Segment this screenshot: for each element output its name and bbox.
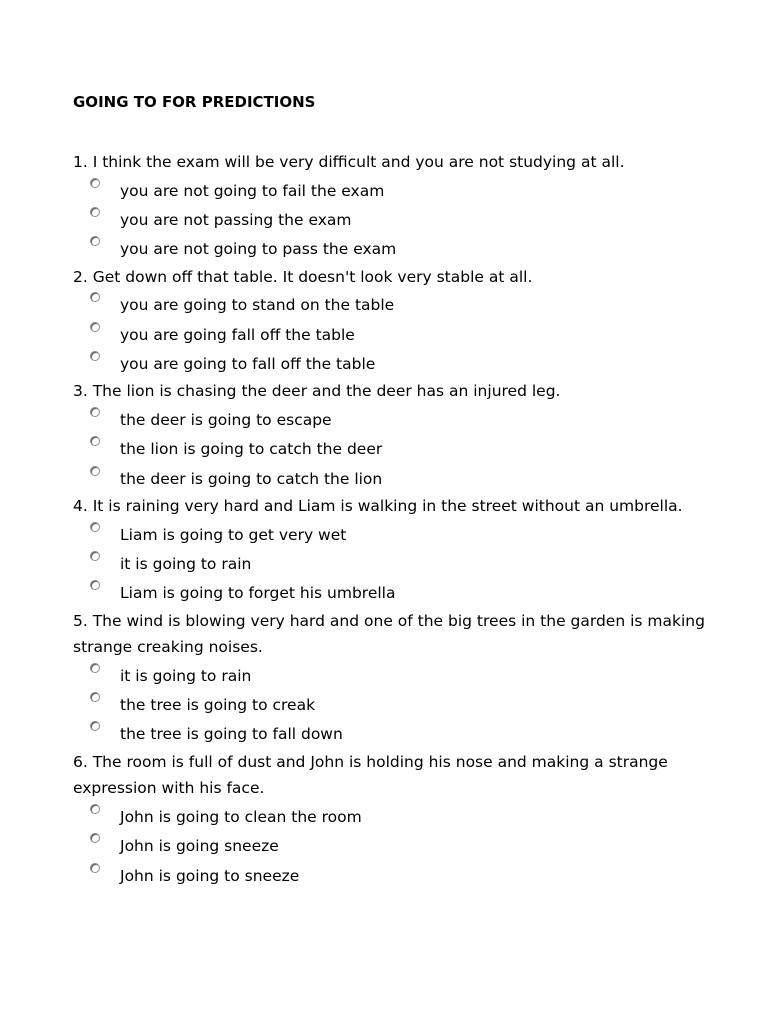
answer-option[interactable] bbox=[73, 290, 713, 319]
document-title: GOING TO FOR PREDICTIONS bbox=[73, 93, 316, 111]
answer-option[interactable] bbox=[73, 861, 713, 890]
answer-option[interactable] bbox=[73, 405, 713, 434]
answer-option[interactable] bbox=[73, 520, 713, 549]
answer-option[interactable] bbox=[73, 176, 713, 205]
answer-option[interactable] bbox=[73, 802, 713, 831]
option-label: John is going sneeze bbox=[120, 837, 279, 856]
option-label: the tree is going to creak bbox=[120, 696, 316, 715]
option-label: you are not passing the exam bbox=[120, 210, 352, 229]
question-text: 6. The room is full of dust and John is holding his nose and making a strange expression with his face. bbox=[73, 752, 668, 798]
option-label: the deer is going to catch the lion bbox=[120, 469, 383, 488]
radio-button-icon[interactable] bbox=[90, 407, 100, 417]
option-label: you are going to fall off the table bbox=[120, 354, 376, 373]
radio-button-icon[interactable] bbox=[90, 236, 100, 246]
question-text: 2. Get down off that table. It doesn't look very stable at all. bbox=[73, 267, 533, 286]
radio-button-icon[interactable] bbox=[90, 522, 100, 532]
radio-button-icon[interactable] bbox=[90, 466, 100, 476]
radio-button-icon[interactable] bbox=[90, 804, 100, 814]
option-list bbox=[73, 661, 713, 749]
answer-option[interactable] bbox=[73, 234, 713, 263]
answer-option[interactable] bbox=[73, 549, 713, 578]
answer-option[interactable] bbox=[73, 719, 713, 748]
radio-button-icon[interactable] bbox=[90, 580, 100, 590]
answer-option[interactable] bbox=[73, 349, 713, 378]
option-list bbox=[73, 405, 713, 493]
quiz bbox=[73, 149, 713, 890]
answer-option[interactable] bbox=[73, 831, 713, 860]
radio-button-icon[interactable] bbox=[90, 692, 100, 702]
option-label: John is going to clean the room bbox=[120, 807, 362, 826]
option-label: the lion is going to catch the deer bbox=[120, 440, 383, 459]
option-label: the tree is going to fall down bbox=[120, 725, 343, 744]
answer-option[interactable] bbox=[73, 434, 713, 463]
option-label: Liam is going to forget his umbrella bbox=[120, 584, 396, 603]
answer-option[interactable] bbox=[73, 690, 713, 719]
option-list bbox=[73, 176, 713, 264]
option-label: you are going fall off the table bbox=[120, 325, 355, 344]
radio-button-icon[interactable] bbox=[90, 292, 100, 302]
radio-button-icon[interactable] bbox=[90, 351, 100, 361]
answer-option[interactable] bbox=[73, 320, 713, 349]
option-label: it is going to rain bbox=[120, 554, 252, 573]
radio-button-icon[interactable] bbox=[90, 551, 100, 561]
question-4 bbox=[73, 493, 713, 608]
radio-button-icon[interactable] bbox=[90, 178, 100, 188]
option-list bbox=[73, 802, 713, 890]
question-3 bbox=[73, 378, 713, 493]
option-label: John is going to sneeze bbox=[120, 866, 300, 885]
answer-option[interactable] bbox=[73, 464, 713, 493]
option-label: you are not going to pass the exam bbox=[120, 240, 397, 259]
radio-button-icon[interactable] bbox=[90, 663, 100, 673]
question-2 bbox=[73, 264, 713, 379]
question-text: 5. The wind is blowing very hard and one of the big trees in the garden is making strange creaking noises. bbox=[73, 611, 705, 657]
radio-button-icon[interactable] bbox=[90, 322, 100, 332]
answer-option[interactable] bbox=[73, 661, 713, 690]
question-1 bbox=[73, 149, 713, 264]
answer-option[interactable] bbox=[73, 578, 713, 607]
radio-button-icon[interactable] bbox=[90, 436, 100, 446]
option-label: the deer is going to escape bbox=[120, 410, 332, 429]
option-list bbox=[73, 520, 713, 608]
radio-button-icon[interactable] bbox=[90, 207, 100, 217]
question-5 bbox=[73, 608, 713, 749]
radio-button-icon[interactable] bbox=[90, 863, 100, 873]
radio-button-icon[interactable] bbox=[90, 833, 100, 843]
option-label: it is going to rain bbox=[120, 666, 252, 685]
option-label: you are not going to fail the exam bbox=[120, 181, 385, 200]
answer-option[interactable] bbox=[73, 205, 713, 234]
question-text: 1. I think the exam will be very difficult and you are not studying at all. bbox=[73, 153, 625, 171]
option-list bbox=[73, 290, 713, 378]
question-text: 4. It is raining very hard and Liam is walking in the street without an umbrella. bbox=[73, 497, 683, 516]
question-text: 3. The lion is chasing the deer and the deer has an injured leg. bbox=[73, 382, 561, 401]
option-label: you are going to stand on the table bbox=[120, 296, 395, 315]
question-6 bbox=[73, 749, 713, 890]
radio-button-icon[interactable] bbox=[90, 721, 100, 731]
option-label: Liam is going to get very wet bbox=[120, 525, 347, 544]
